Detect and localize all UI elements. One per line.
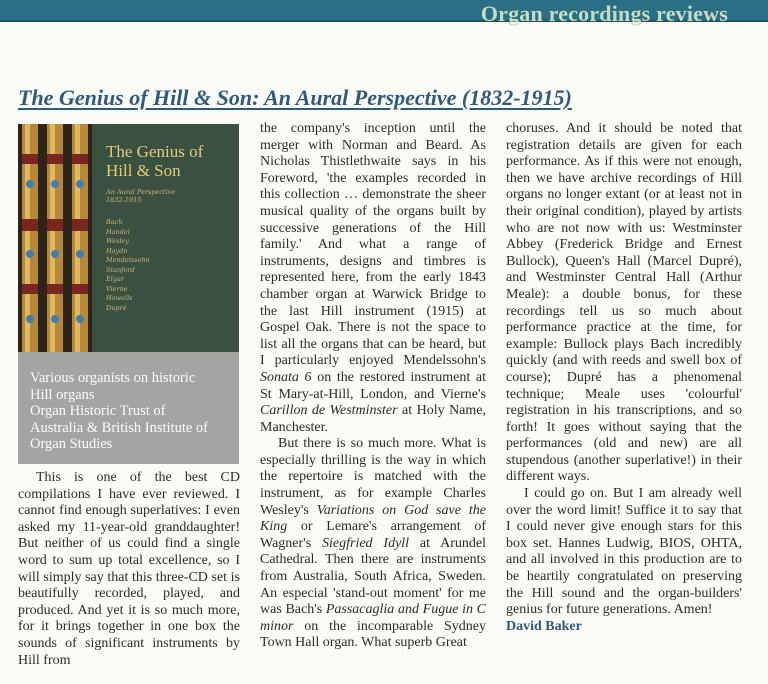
text-run: or Lemare's arrangement of Wagner's (260, 519, 486, 551)
paragraph: I could go on. But I am already well over the word limit! Suffice it to say that I could never give enough stars for this box set. Hannes Ludwig, BIOS, OHTA, and all involved in this production are to be heartily congratulated on preserving the Hill sound and the organ-builders' genius for future generations. Amen! (506, 486, 742, 618)
cover-composer: Vierne (106, 284, 128, 293)
text-run: on the restored instrument at St Mary-at-Hill, London, and Vierne's (260, 369, 486, 402)
organ-pipes-image (18, 124, 92, 352)
cover-subtitle (106, 188, 229, 204)
article-column-1 (18, 470, 240, 669)
work-title-siegfried: Siegfried Idyll (322, 535, 410, 551)
cover-subtitle-line1: An Aural Perspective (106, 188, 176, 196)
cover-composer: Howells (106, 294, 133, 302)
cover-composer: Handel (106, 227, 130, 236)
text-run: the company's inception until the merger with Norman and Beard. As Nicholas Thistlethwaite says in his Foreword, 'the examples recorded in this collection … demonstrate the sheer musical quality of the organs built by successive generations of the Hill family.' And what a range of instruments, designs and timbres is represented here, from the early 1843 chamber organ at Warwick Bridge to the last Hill instrument (1915) at Gospel Oak. There is not the space to list all the organs that can be heard, but I particularly enjoyed Mendelssohn's (260, 121, 486, 369)
paragraph: This is one of the best CD compilations I have ever reviewed. I cannot find enough superlatives: I even asked my 11-year-old granddaughter! But neither of us could find a single word to sum up total excellence, so I will simply say that this three-CD set is beautifully recorded, played, and produced. And yet it is so much more, for it brings together in one box the sounds of significant instruments by Hill from (18, 470, 240, 668)
paragraph: choruses. And it should be noted that registration details are given for each performance. As if this were not enough, then we have archive recordings of Hill organs no longer extant (or at least not in their original condition), played by artists who are not now with us: Westminster Abbey (Frederick Bridge and Ernest Bullock), Queen's Hall (Marcel Dupré), and Westminster Central Hall (Arthur Meale): a double bonus, for these recordings tell us so much about performance practice at the time, for example: Bullock plays Bach incredibly quickly (and with reeds and swell box of course); Dupré has a phenomenal technique; Meale uses 'colourful' registration in his transcriptions, and so forth! It goes without saying that the performances (old and new) are all stupendous (another superlative!) in their different ways. (506, 121, 742, 485)
section-header-bar (0, 0, 768, 26)
caption-line: Hill organs (30, 386, 95, 403)
album-caption (18, 352, 239, 464)
work-title-carillon: Carillon de Westminster (260, 403, 398, 419)
text-run: on the incomparable Sydney Town Hall organ. What superb Great (260, 618, 486, 651)
author-name: David Baker (506, 618, 582, 634)
work-title-passacaglia: Passacaglia and Fugue in C minor (260, 602, 486, 634)
work-title-variations: Variations on God save the King (260, 502, 486, 535)
cover-composer: Stanford (106, 265, 135, 274)
cover-composer: Bach (106, 218, 123, 226)
cover-text-panel (92, 124, 239, 352)
cover-composer: Dupré (106, 303, 127, 312)
paragraph (260, 121, 486, 436)
article-column-2 (260, 121, 486, 652)
caption-line: Organ Studies (30, 436, 113, 452)
cover-composer-list (106, 218, 229, 313)
section-title: Organ recordings reviews (480, 1, 728, 26)
cover-composer: Haydn (106, 246, 128, 255)
cover-title-line1: The Genius of (106, 142, 204, 161)
cover-title-line2: Hill & Son (106, 161, 181, 180)
caption-line: Various organists on historic (30, 370, 196, 386)
work-title-sonata: Sonata 6 (260, 369, 312, 385)
text-run: at Holy Name, Manchester. (260, 403, 486, 435)
album-cover (18, 124, 239, 352)
paragraph (260, 436, 486, 652)
cover-composer: Mendelssohn (106, 256, 150, 264)
cover-subtitle-line2: 1832-1915 (106, 196, 142, 204)
caption-line: Organ Historic Trust of (30, 403, 166, 419)
text-run: But there is so much more. What is especially thrilling is the way in which the repertoire is matched with the instrument, as for example Charles Wesley's (260, 436, 486, 518)
text-run: at Arundel Cathedral. Then there are instruments from Australia, South Africa, Sweden. An especial 'stand-out moment' for me was Bach's (260, 535, 486, 618)
article-column-3 (506, 121, 742, 635)
article-title: The Genius of Hill & Son: An Aural Perspective (1832-1915) (18, 85, 572, 110)
cover-composer: Elgar (106, 275, 124, 283)
cover-composer: Wesley (106, 237, 129, 245)
caption-line: Australia & British Institute of (30, 419, 209, 436)
